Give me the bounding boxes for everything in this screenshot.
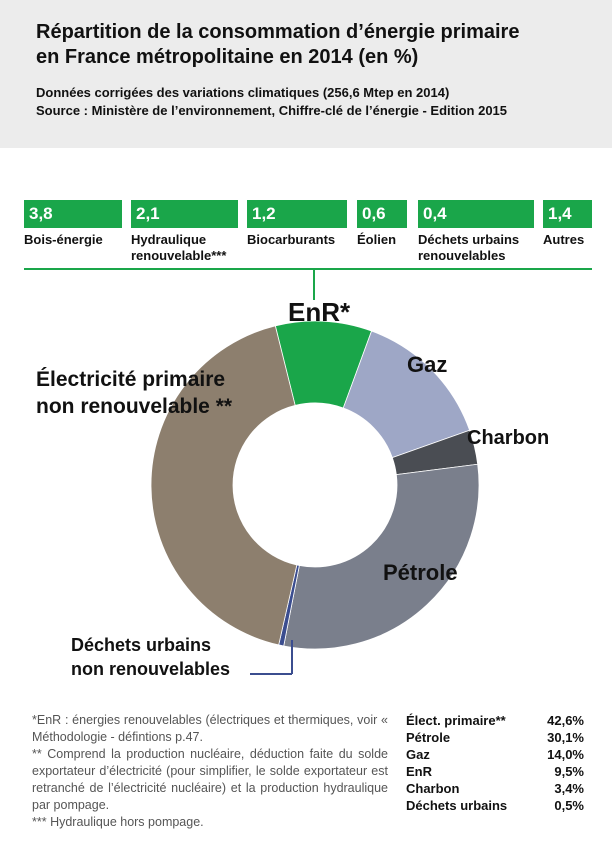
title-line-2: en France métropolitaine en 2014 (en %) — [36, 46, 419, 68]
enr-value: 0,4 — [423, 204, 447, 223]
enr-value: 2,1 — [136, 204, 160, 223]
legend-value: 3,4% — [554, 781, 584, 796]
slice-label-charbon: Charbon — [467, 427, 550, 449]
slice-label-line-2: non renouvelables — [71, 659, 231, 679]
legend-name: Élect. primaire** — [406, 713, 506, 728]
legend-name: Déchets urbains — [406, 798, 508, 813]
legend-row — [406, 712, 584, 729]
slice-label-line-2: non renouvelable ** — [36, 395, 233, 418]
footnote-enr: *EnR : énergies renouvelables (électriques et thermiques, voir « Méthodologie - défintions p.47. — [32, 713, 388, 744]
slice-label-line-1: Électricité primaire — [36, 368, 226, 391]
enr-label-line-2: renouvelable*** — [131, 248, 227, 263]
legend-value: 0,5% — [554, 798, 584, 813]
enr-label-line-1: Éolien — [357, 232, 397, 247]
subtitle-line-2: Source : Ministère de l’environnement, Chiffre-clé de l’énergie - Edition 2015 — [36, 103, 508, 118]
enr-value: 1,2 — [252, 204, 276, 223]
enr-label-line-2: renouvelables — [418, 248, 506, 263]
enr-label-line-1: Hydraulique — [131, 232, 207, 247]
legend-table — [406, 712, 584, 814]
enr-value: 1,4 — [548, 204, 572, 223]
legend-row — [406, 729, 584, 746]
slice-label-dechets — [71, 633, 230, 681]
legend-value: 42,6% — [547, 713, 584, 728]
subtitle-line-1: Données corrigées des variations climatiques (256,6 Mtep en 2014) — [36, 85, 450, 100]
footnote-hydraulique: *** Hydraulique hors pompage. — [32, 815, 204, 829]
enr-label-line-1: Autres — [543, 232, 585, 247]
legend-row — [406, 746, 584, 763]
legend-row — [406, 780, 584, 797]
slice-label-enr: EnR* — [288, 297, 351, 327]
legend-row — [406, 763, 584, 780]
legend-name: EnR — [406, 764, 432, 779]
footnote-nucleaire: ** Comprend la production nucléaire, déduction faite du solde exportateur d’électricité (pour simplifier, le solde exportateur est retranché de l’électricité nucléaire) et la production hydraulique par pompage. — [32, 747, 388, 812]
enr-label-line-1: Déchets urbains — [418, 232, 520, 247]
donut-slice-3 — [284, 464, 479, 649]
legend-value: 30,1% — [547, 730, 584, 745]
slice-label-gaz: Gaz — [407, 352, 448, 377]
legend-value: 9,5% — [554, 764, 584, 779]
legend-value: 14,0% — [547, 747, 584, 762]
enr-label-line-1: Biocarburants — [247, 232, 336, 247]
legend-name: Pétrole — [406, 730, 451, 745]
slice-label-petrole: Pétrole — [383, 560, 458, 585]
slice-label-electricite — [36, 366, 232, 420]
footnotes — [32, 712, 388, 831]
enr-value: 3,8 — [29, 204, 53, 223]
enr-label-line-1: Bois-énergie — [24, 232, 103, 247]
slice-label-line-1: Déchets urbains — [71, 635, 212, 655]
legend-name: Charbon — [406, 781, 460, 796]
enr-value: 0,6 — [362, 204, 386, 223]
title-line-1: Répartition de la consommation d’énergie primaire — [36, 21, 520, 43]
legend-name: Gaz — [406, 747, 430, 762]
legend-row — [406, 797, 584, 814]
